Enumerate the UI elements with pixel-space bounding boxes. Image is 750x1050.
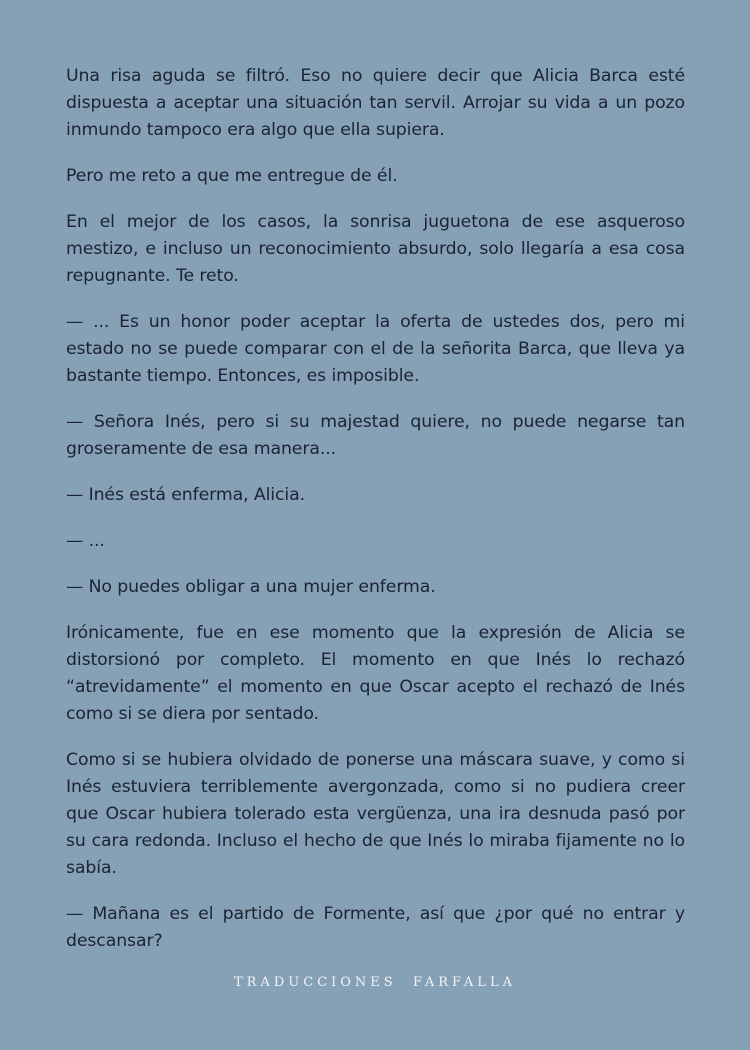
- paragraph: Una risa aguda se filtró. Eso no quiere decir que Alicia Barca esté dispuesta a aceptar una situación tan servil. Arrojar su vida a un pozo inmundo tampoco era algo que ella supiera.: [66, 66, 685, 140]
- paragraph: Pero me reto a que me entregue de él.: [66, 166, 398, 186]
- page-body: [66, 63, 685, 974]
- paragraph: Como si se hubiera olvidado de ponerse una máscara suave, y como si Inés estuviera terriblemente avergonzada, como si no pudiera creer que Oscar hubiera tolerado esta vergüenza, una ira desnuda pasó por su cara redonda. Incluso el hecho de que Inés lo miraba fijamente no lo sabía.: [66, 750, 685, 878]
- dialogue-paragraph: — ...: [66, 531, 105, 551]
- dialogue-paragraph: — Mañana es el partido de Formente, así que ¿por qué no entrar y descansar?: [66, 904, 685, 951]
- dialogue-paragraph: — Inés está enferma, Alicia.: [66, 485, 305, 505]
- paragraph: En el mejor de los casos, la sonrisa juguetona de ese asqueroso mestizo, e incluso un reconocimiento absurdo, solo llegaría a esa cosa repugnante. Te reto.: [66, 212, 685, 286]
- footer-credit: TRADUCCIONES FARFALLA: [234, 975, 516, 990]
- dialogue-paragraph: — No puedes obligar a una mujer enferma.: [66, 577, 436, 597]
- dialogue-paragraph: — Señora Inés, pero si su majestad quiere, no puede negarse tan groseramente de esa manera...: [66, 412, 685, 459]
- dialogue-paragraph: — ... Es un honor poder aceptar la oferta de ustedes dos, pero mi estado no se puede comparar con el de la señorita Barca, que lleva ya bastante tiempo. Entonces, es imposible.: [66, 312, 685, 386]
- paragraph: Irónicamente, fue en ese momento que la expresión de Alicia se distorsionó por completo. El momento en que Inés lo rechazó “atrevidamente” el momento en que Oscar acepto el rechazó de Inés como si se diera por sentado.: [66, 623, 685, 724]
